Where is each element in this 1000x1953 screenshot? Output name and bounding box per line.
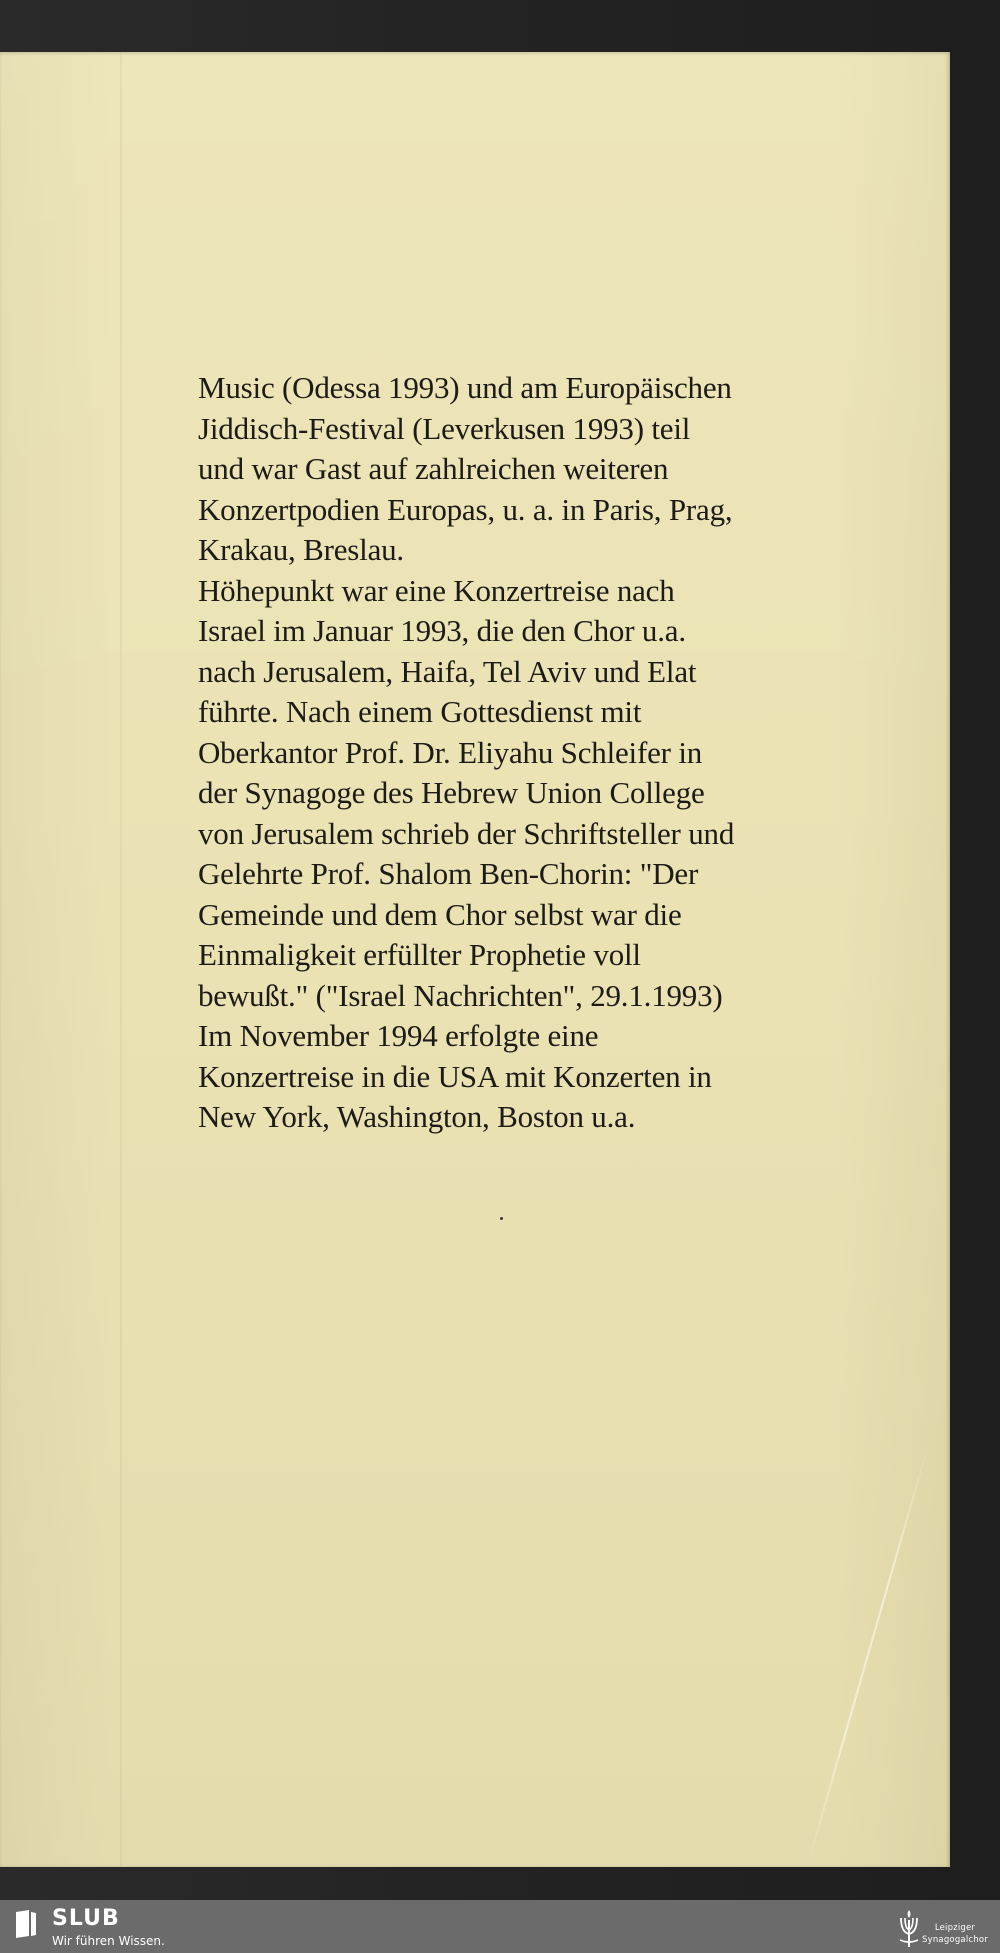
text-line: Konzertreise in die USA mit Konzerten in: [198, 1058, 712, 1094]
text-line: Höhepunkt war eine Konzertreise nach: [198, 572, 675, 608]
partner-name: [922, 1922, 988, 1946]
library-name[interactable]: SLUB: [52, 1906, 120, 1931]
text-line: nach Jerusalem, Haifa, Tel Aviv und Elat: [198, 653, 697, 689]
partner-name-line2: Synagogalchor: [922, 1935, 988, 1945]
text-line: bewußt." ("Israel Nachrichten", 29.1.1993): [198, 977, 723, 1013]
slub-book-icon[interactable]: [14, 1909, 38, 1939]
text-line: Einmaligkeit erfüllter Prophetie voll: [198, 937, 641, 972]
text-line: der Synagoge des Hebrew Union College: [198, 775, 705, 810]
text-line: Konzertpodien Europas, u. a. in Paris, Prag,: [198, 491, 733, 527]
text-line: und war Gast auf zahlreichen weiteren: [198, 451, 669, 486]
text-line: Gelehrte Prof. Shalom Ben-Chorin: "Der: [198, 856, 699, 891]
library-tagline: Wir führen Wissen.: [52, 1934, 165, 1948]
text-line: Krakau, Breslau.: [198, 532, 404, 567]
text-line: Oberkantor Prof. Dr. Eliyahu Schleifer in: [198, 734, 703, 770]
text-line: Jiddisch-Festival (Leverkusen 1993) teil: [198, 410, 691, 446]
paper-speck: [500, 1217, 503, 1220]
partner-name-line1: Leipziger: [934, 1923, 976, 1933]
text-line: führte. Nach einem Gottesdienst mit: [198, 694, 642, 729]
menorah-hand-icon[interactable]: [896, 1906, 922, 1948]
text-line: von Jerusalem schrieb der Schriftsteller und: [198, 815, 735, 851]
text-line: Im November 1994 erfolgte eine: [198, 1018, 599, 1053]
footer-bar: [0, 1900, 1000, 1953]
text-line: Music (Odessa 1993) und am Europäischen: [198, 370, 732, 405]
document-body-text: [198, 368, 838, 1138]
text-line: New York, Washington, Boston u.a.: [198, 1099, 636, 1134]
text-line: Israel im Januar 1993, die den Chor u.a.: [198, 613, 686, 648]
text-line: Gemeinde und dem Chor selbst war die: [198, 896, 682, 932]
